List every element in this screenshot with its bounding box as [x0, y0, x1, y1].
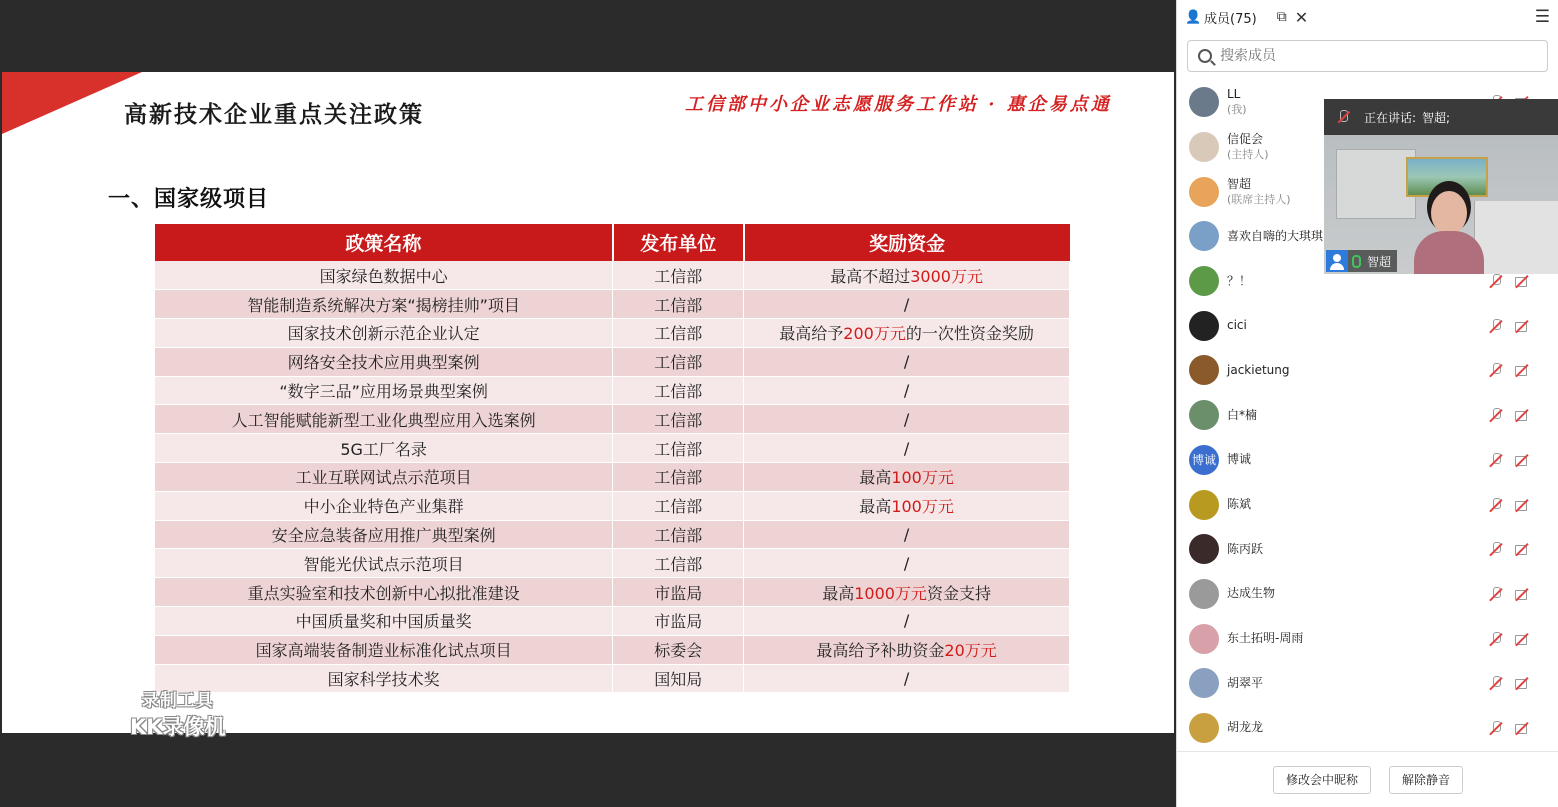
reward-cell [744, 290, 1070, 319]
issuer-cell: 市监局 [613, 578, 744, 607]
reward-cell [744, 463, 1070, 492]
member-row[interactable] [1177, 393, 1558, 438]
avatar [1189, 311, 1219, 341]
issuer-cell: 国知局 [613, 664, 744, 693]
camera-off-icon[interactable] [1515, 542, 1529, 556]
policy-name-cell: 国家科学技术奖 [155, 664, 613, 693]
table-row [155, 434, 1070, 463]
slide [2, 72, 1174, 733]
popout-icon[interactable]: ⧉ [1276, 9, 1287, 25]
reward-amount: 100万元 [891, 497, 954, 517]
reward-cell [744, 347, 1070, 376]
member-row[interactable] [1177, 572, 1558, 617]
issuer-cell: 工信部 [613, 261, 744, 290]
avatar [1189, 534, 1219, 564]
member-name: 信促会 [1227, 132, 1264, 147]
slide-title: 高新技术企业重点关注政策 [124, 102, 424, 128]
avatar: 博诚 [1189, 445, 1219, 475]
issuer-cell: 工信部 [613, 347, 744, 376]
member-row[interactable] [1177, 438, 1558, 483]
policy-name-cell: 人工智能赋能新型工业化典型应用入选案例 [155, 405, 613, 434]
issuer-cell: 工信部 [613, 549, 744, 578]
muted-mic-icon[interactable] [1489, 542, 1503, 556]
table-row [155, 607, 1070, 636]
reward-cell [744, 491, 1070, 520]
reward-pre: 最高 [859, 497, 892, 517]
avatar [1189, 668, 1219, 698]
header-issuer: 发布单位 [613, 224, 744, 261]
avatar [1189, 221, 1219, 251]
section-title: 一、国家级项目 [108, 187, 270, 212]
member-name: 东土拓明-周雨 [1227, 631, 1304, 646]
recorder-watermark [130, 686, 226, 741]
video-window[interactable] [1324, 99, 1558, 274]
member-role: (我) [1227, 103, 1247, 117]
policy-name-cell: 网络安全技术应用典型案例 [155, 347, 613, 376]
muted-mic-icon[interactable] [1489, 363, 1503, 377]
avatar [1189, 624, 1219, 654]
camera-off-icon[interactable] [1515, 676, 1529, 690]
issuer-cell: 工信部 [613, 520, 744, 549]
reward-pre: 最高给予 [779, 324, 844, 344]
avatar [1189, 579, 1219, 609]
video-tile-name: 智超 [1367, 254, 1392, 269]
muted-mic-icon[interactable] [1489, 453, 1503, 467]
member-name: 白*楠 [1227, 407, 1258, 422]
table-header-row [155, 224, 1070, 261]
policy-name-cell: 工业互联网试点示范项目 [155, 463, 613, 492]
reward-cell [744, 607, 1070, 636]
member-row[interactable] [1177, 661, 1558, 706]
people-icon: 👤 [1185, 10, 1202, 25]
muted-mic-icon[interactable] [1489, 587, 1503, 601]
issuer-cell: 工信部 [613, 405, 744, 434]
speaking-bar [1324, 99, 1558, 135]
policy-name-cell: 国家技术创新示范企业认定 [155, 319, 613, 348]
search-input[interactable] [1220, 48, 1520, 64]
panel-title: 成员(75) [1204, 11, 1257, 27]
member-role: (主持人) [1227, 148, 1269, 162]
camera-off-icon[interactable] [1515, 498, 1529, 512]
reward-post: 的一次性资金奖励 [905, 324, 1034, 344]
reward-post: 资金支持 [926, 583, 991, 603]
reward-cell [744, 376, 1070, 405]
reward-pre: / [903, 611, 910, 631]
table-row [155, 347, 1070, 376]
policy-name-cell: “数字三品”应用场景典型案例 [155, 376, 613, 405]
table-row [155, 405, 1070, 434]
reward-cell [744, 319, 1070, 348]
camera-off-icon[interactable] [1515, 274, 1529, 288]
member-role: (联席主持人) [1227, 192, 1291, 206]
video-feed [1324, 135, 1558, 274]
reward-cell [744, 635, 1070, 664]
member-name: 胡翠平 [1227, 675, 1264, 690]
policy-name-cell: 智能制造系统解决方案“揭榜挂帅”项目 [155, 290, 613, 319]
muted-mic-icon[interactable] [1489, 676, 1503, 690]
muted-mic-icon[interactable] [1489, 408, 1503, 422]
issuer-cell: 标委会 [613, 635, 744, 664]
member-row[interactable] [1177, 706, 1558, 751]
avatar [1189, 490, 1219, 520]
reward-amount: 3000万元 [910, 266, 983, 286]
table-row [155, 491, 1070, 520]
member-row[interactable] [1177, 616, 1558, 661]
camera-off-icon[interactable] [1515, 721, 1529, 735]
reward-cell [744, 520, 1070, 549]
panel-header [1177, 0, 1558, 34]
issuer-cell: 工信部 [613, 434, 744, 463]
reward-pre: / [903, 669, 910, 689]
avatar [1189, 177, 1219, 207]
background-shelf [1336, 149, 1416, 219]
unmute-button[interactable]: 解除静音 [1389, 766, 1463, 794]
reward-cell [744, 578, 1070, 607]
member-name: 陈斌 [1227, 497, 1252, 512]
camera-off-icon[interactable] [1515, 587, 1529, 601]
rename-button[interactable]: 修改会中昵称 [1273, 766, 1371, 794]
reward-pre: 最高给予补助资金 [816, 641, 945, 661]
reward-pre: 最高 [822, 583, 855, 603]
member-row[interactable] [1177, 348, 1558, 393]
watermark-line1: 录制工具 [141, 691, 214, 711]
reward-pre: / [903, 438, 910, 458]
table-row [155, 549, 1070, 578]
policy-name-cell: 5G工厂名录 [155, 434, 613, 463]
avatar [1189, 400, 1219, 430]
reward-cell [744, 434, 1070, 463]
header-reward: 奖励资金 [744, 224, 1070, 261]
camera-off-icon[interactable] [1515, 319, 1529, 333]
table-row [155, 635, 1070, 664]
issuer-cell: 工信部 [613, 491, 744, 520]
issuer-cell: 市监局 [613, 607, 744, 636]
muted-mic-icon[interactable] [1489, 498, 1503, 512]
background-cabinet [1474, 201, 1558, 274]
member-name: jackietung [1227, 362, 1290, 377]
reward-pre: 最高 [859, 468, 892, 488]
table-row [155, 664, 1070, 693]
table-row [155, 578, 1070, 607]
table-row [155, 520, 1070, 549]
member-name: 胡龙龙 [1227, 720, 1264, 735]
policy-name-cell: 安全应急装备应用推广典型案例 [155, 520, 613, 549]
muted-mic-icon[interactable] [1489, 721, 1503, 735]
member-name: 达成生物 [1227, 586, 1276, 601]
reward-amount: 100万元 [891, 468, 954, 488]
speaking-name: 智超; [1422, 110, 1451, 125]
avatar [1189, 266, 1219, 296]
member-name: 智超 [1227, 176, 1252, 191]
policy-table [155, 224, 1070, 693]
member-name: 陈丙跃 [1227, 541, 1264, 556]
camera-off-icon[interactable] [1515, 363, 1529, 377]
camera-off-icon[interactable] [1515, 453, 1529, 467]
camera-off-icon[interactable] [1515, 408, 1529, 422]
table-row [155, 463, 1070, 492]
muted-mic-icon[interactable] [1489, 274, 1503, 288]
reward-pre: 最高不超过 [830, 266, 911, 286]
video-name-tag [1326, 250, 1397, 272]
speaking-label: 正在讲话: [1364, 110, 1417, 125]
header-policy-name: 政策名称 [155, 224, 613, 261]
reward-pre: / [903, 553, 910, 573]
issuer-cell: 工信部 [613, 290, 744, 319]
table-row [155, 261, 1070, 290]
reward-pre: / [903, 294, 910, 314]
avatar [1189, 713, 1219, 743]
policy-name-cell: 重点实验室和技术创新中心拟批准建设 [155, 578, 613, 607]
watermark-line2: KK录像机 [130, 715, 226, 739]
camera-off-icon[interactable] [1515, 632, 1529, 646]
user-icon [1326, 250, 1348, 272]
slide-slogan: 工信部中小企业志愿服务工作站 · 惠企易点通 [685, 94, 1112, 115]
member-row[interactable] [1177, 482, 1558, 527]
menu-icon[interactable]: ☰ [1534, 7, 1550, 27]
member-row[interactable] [1177, 303, 1558, 348]
reward-cell [744, 261, 1070, 290]
reward-amount: 200万元 [843, 324, 906, 344]
speaker-person [1414, 191, 1484, 274]
member-row[interactable] [1177, 527, 1558, 572]
avatar [1189, 132, 1219, 162]
policy-name-cell: 智能光伏试点示范项目 [155, 549, 613, 578]
close-icon[interactable]: ✕ [1294, 7, 1309, 27]
member-name: ？！ [1227, 273, 1252, 288]
muted-mic-icon [1338, 110, 1348, 124]
member-name: LL [1227, 87, 1241, 102]
reward-cell [744, 549, 1070, 578]
table-row [155, 376, 1070, 405]
reward-pre: / [903, 381, 910, 401]
member-name: cici [1227, 318, 1247, 333]
reward-pre: / [903, 409, 910, 429]
search-icon [1198, 49, 1212, 63]
issuer-cell: 工信部 [613, 376, 744, 405]
avatar [1189, 87, 1219, 117]
panel-footer [1177, 751, 1558, 807]
member-search[interactable] [1187, 40, 1548, 72]
reward-cell [744, 664, 1070, 693]
muted-mic-icon[interactable] [1489, 632, 1503, 646]
avatar [1189, 355, 1219, 385]
muted-mic-icon[interactable] [1489, 319, 1503, 333]
policy-name-cell: 国家绿色数据中心 [155, 261, 613, 290]
table-row [155, 319, 1070, 348]
policy-name-cell: 国家高端装备制造业标准化试点项目 [155, 635, 613, 664]
member-name: 喜欢自嗨的大琪琪 [1227, 228, 1324, 243]
reward-pre: / [903, 352, 910, 372]
policy-name-cell: 中小企业特色产业集群 [155, 491, 613, 520]
reward-amount: 1000万元 [854, 583, 927, 603]
issuer-cell: 工信部 [613, 319, 744, 348]
active-mic-icon [1352, 255, 1361, 268]
issuer-cell: 工信部 [613, 463, 744, 492]
slide-corner-decoration [2, 72, 142, 134]
policy-name-cell: 中国质量奖和中国质量奖 [155, 607, 613, 636]
reward-amount: 20万元 [944, 641, 997, 661]
table-row [155, 290, 1070, 319]
reward-pre: / [903, 525, 910, 545]
member-name: 博诚 [1227, 452, 1252, 467]
reward-cell [744, 405, 1070, 434]
